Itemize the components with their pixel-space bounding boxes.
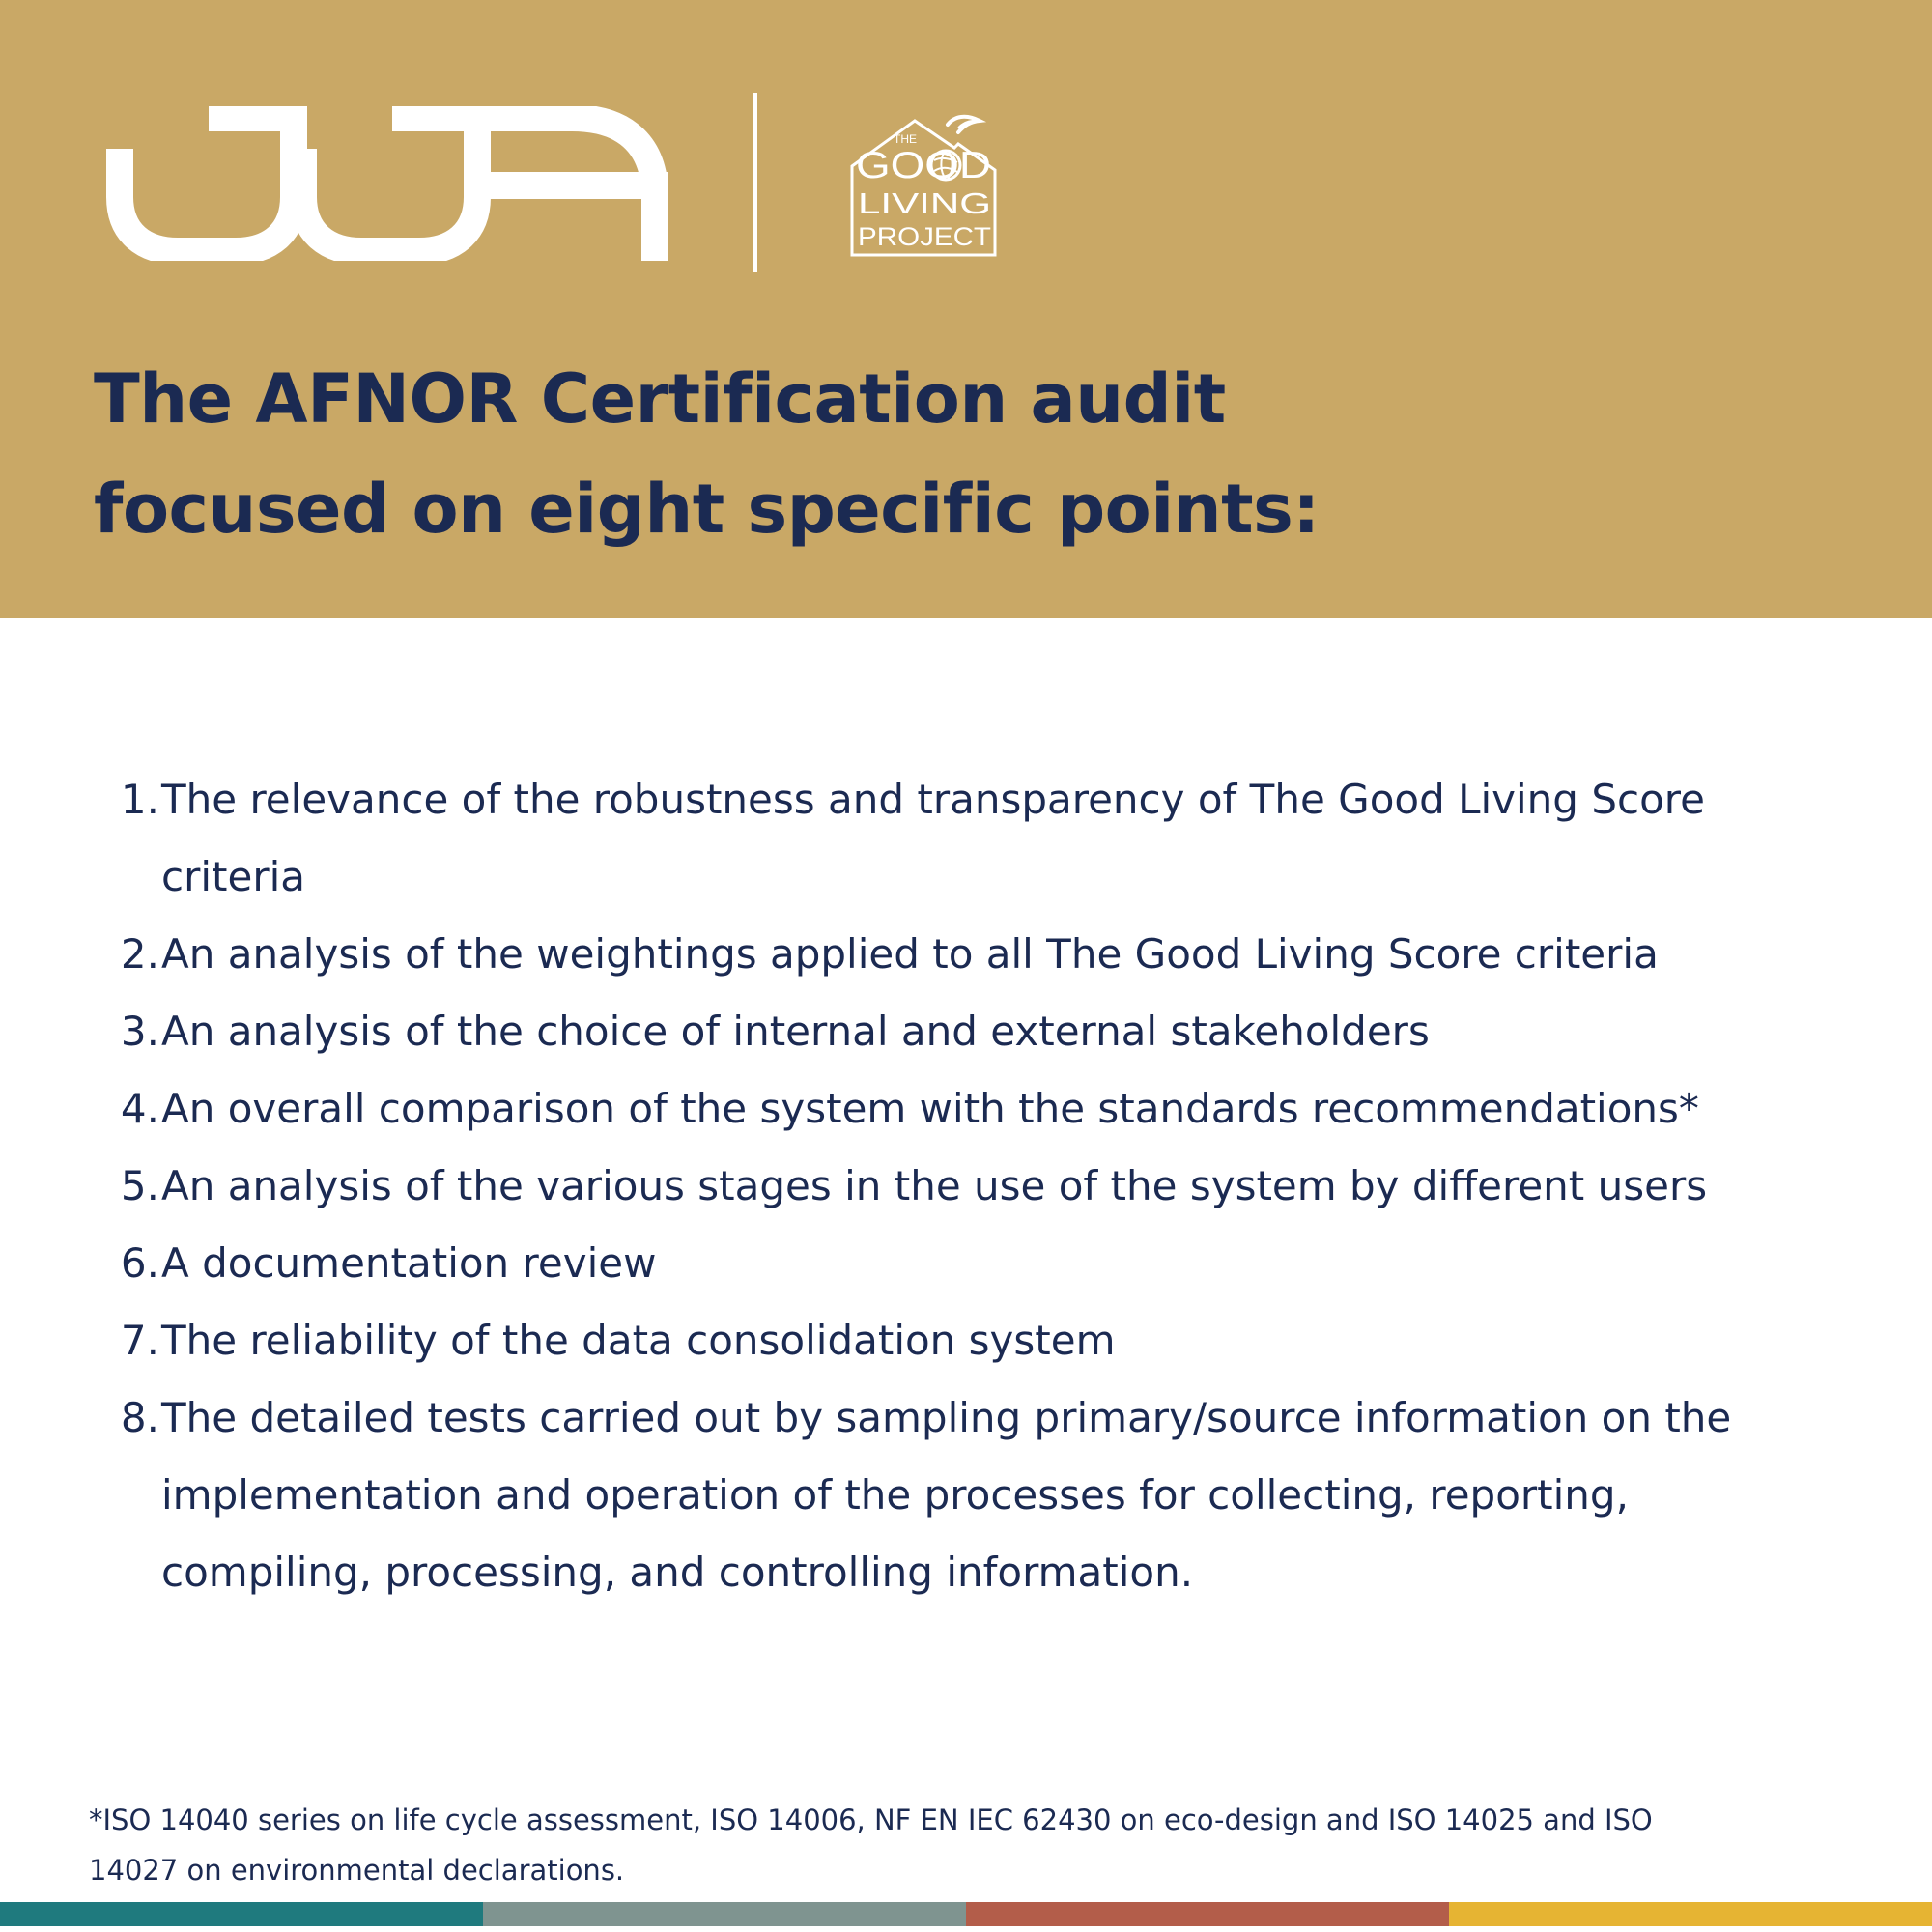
good-living-project-logo [848, 114, 1001, 259]
audit-point-number: 3. [120, 1008, 159, 1055]
audit-point-number: 7. [120, 1317, 159, 1364]
audit-points-list [106, 761, 1845, 1611]
audit-point-number: 1. [120, 776, 159, 823]
audit-point-text: The reliability of the data consolidation system [161, 1317, 1116, 1364]
audit-point-number: 5. [120, 1162, 159, 1209]
page-title-line-1: The AFNOR Certification audit [94, 359, 1226, 439]
audit-point-1 [106, 761, 1845, 916]
audit-point-7 [106, 1302, 1845, 1379]
audit-point-text: The detailed tests carried out by sampling primary/source information on the implementation and operation of the processes for collecting, reporting, compiling, processing, and controlling information. [161, 1394, 1732, 1596]
audit-point-text: The relevance of the robustness and transparency of The Good Living Score criteria [161, 776, 1705, 900]
audit-point-text: An analysis of the weightings applied to all The Good Living Score criteria [161, 930, 1659, 978]
good-living-logo-living: LIVING [858, 186, 991, 220]
jja-logo [106, 106, 668, 261]
page-title [94, 344, 1794, 564]
good-living-logo-good: GOOD [856, 145, 991, 186]
good-living-logo-the: THE [894, 132, 917, 146]
audit-point-2 [106, 916, 1845, 993]
audit-point-text: An analysis of the various stages in the use of the system by different users [161, 1162, 1708, 1209]
good-living-logo-project: PROJECT [858, 222, 991, 251]
audit-point-number: 2. [120, 930, 159, 978]
audit-point-number: 8. [120, 1394, 159, 1441]
audit-point-text: An analysis of the choice of internal and external stakeholders [161, 1008, 1430, 1055]
audit-point-text: An overall comparison of the system with the standards recommendations* [161, 1085, 1699, 1132]
audit-point-5 [106, 1148, 1845, 1225]
audit-point-number: 4. [120, 1085, 159, 1132]
page-title-line-2: focused on eight specific points: [94, 469, 1320, 549]
footer-bar-segment-gray-green [483, 1902, 966, 1926]
audit-point-3 [106, 993, 1845, 1070]
audit-point-8 [106, 1379, 1845, 1611]
standards-footnote: *ISO 14040 series on life cycle assessment, ISO 14006, NF EN IEC 62430 on eco-design and ISO 14025 and ISO 14027 on environmental declarations. [89, 1804, 1653, 1887]
logo-divider [753, 93, 757, 272]
footer-bar-segment-rust [966, 1902, 1449, 1926]
audit-point-4 [106, 1070, 1845, 1148]
footer-bar-segment-gold [1449, 1902, 1932, 1926]
header-banner [0, 0, 1932, 618]
audit-point-number: 6. [120, 1239, 159, 1287]
audit-point-6 [106, 1225, 1845, 1302]
footer-bar-segment-teal [0, 1902, 483, 1926]
audit-point-text: A documentation review [161, 1239, 657, 1287]
footer-color-bar [0, 1902, 1932, 1926]
